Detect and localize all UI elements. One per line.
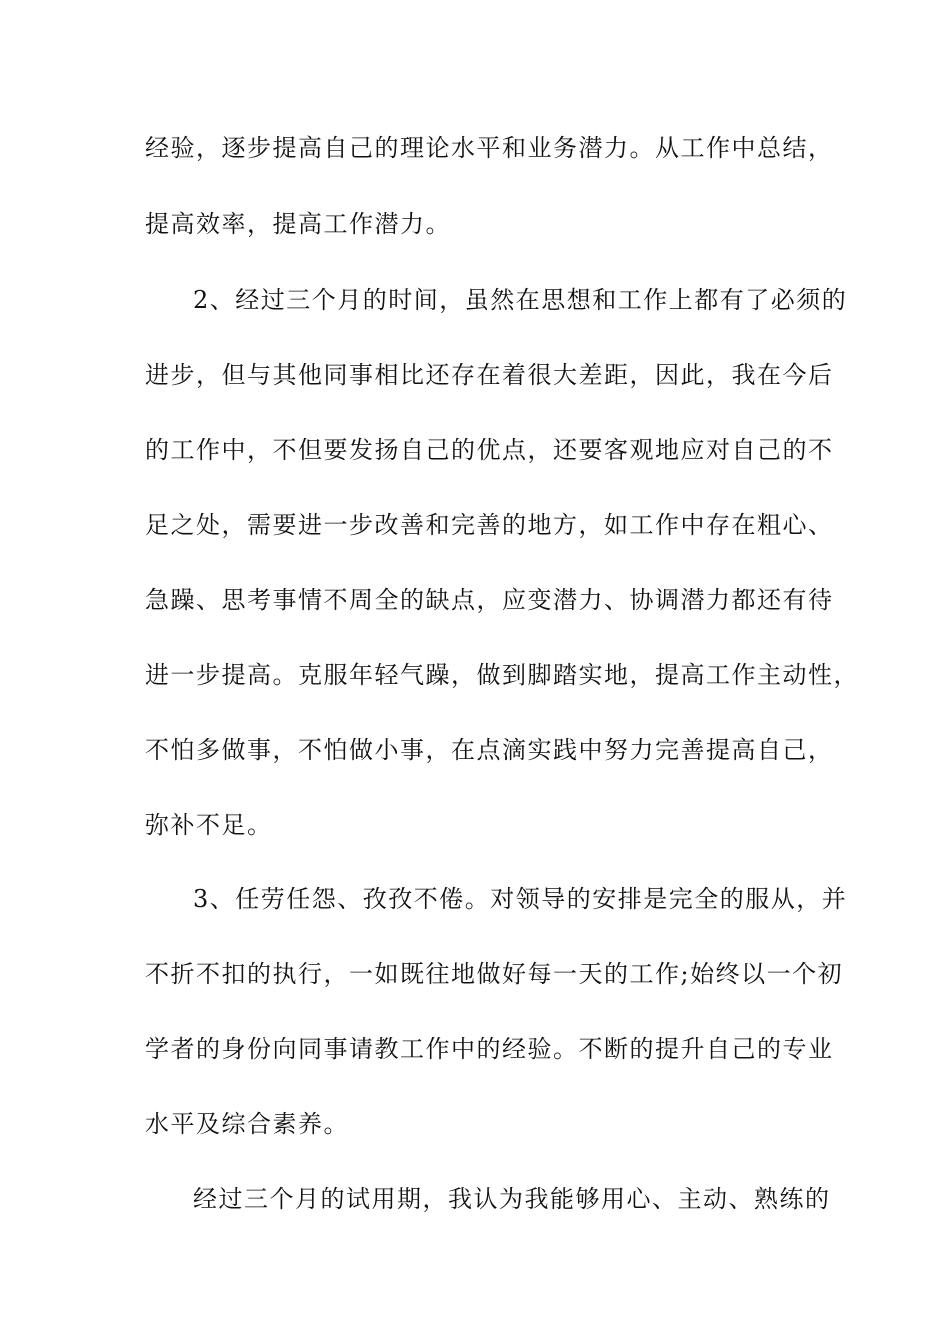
paragraph-line: 经过三个月的试用期，我认为我能够用心、主动、熟练的 bbox=[193, 1185, 831, 1213]
paragraph-line: 2、经过三个月的时间，虽然在思想和工作上都有了必须的 bbox=[193, 286, 848, 314]
paragraph-line: 水平及综合素养。 bbox=[145, 1110, 349, 1138]
paragraph-line: 的工作中，不但要发扬自己的优点，还要客观地应对自己的不 bbox=[145, 436, 834, 464]
paragraph-line: 进一步提高。克服年轻气躁，做到脚踏实地，提高工作主动性， bbox=[145, 661, 859, 689]
paragraph-line: 3、任劳任怨、孜孜不倦。对领导的安排是完全的服从，并 bbox=[193, 885, 848, 913]
paragraph-line: 足之处，需要进一步改善和完善的地方，如工作中存在粗心、 bbox=[145, 511, 834, 539]
paragraph-line: 提高效率，提高工作潜力。 bbox=[145, 210, 451, 238]
paragraph-line: 急躁、思考事情不周全的缺点，应变潜力、协调潜力都还有待 bbox=[145, 586, 834, 614]
paragraph-line: 不怕多做事，不怕做小事，在点滴实践中努力完善提高自己， bbox=[145, 736, 834, 764]
paragraph-line: 不折不扣的执行，一如既往地做好每一天的工作;始终以一个初 bbox=[145, 960, 844, 988]
paragraph-line: 学者的身份向同事请教工作中的经验。不断的提升自己的专业 bbox=[145, 1035, 834, 1063]
paragraph-line: 经验，逐步提高自己的理论水平和业务潜力。从工作中总结， bbox=[145, 134, 834, 162]
paragraph-line: 进步，但与其他同事相比还存在着很大差距，因此，我在今后 bbox=[145, 361, 834, 389]
paragraph-line: 弥补不足。 bbox=[145, 811, 273, 839]
